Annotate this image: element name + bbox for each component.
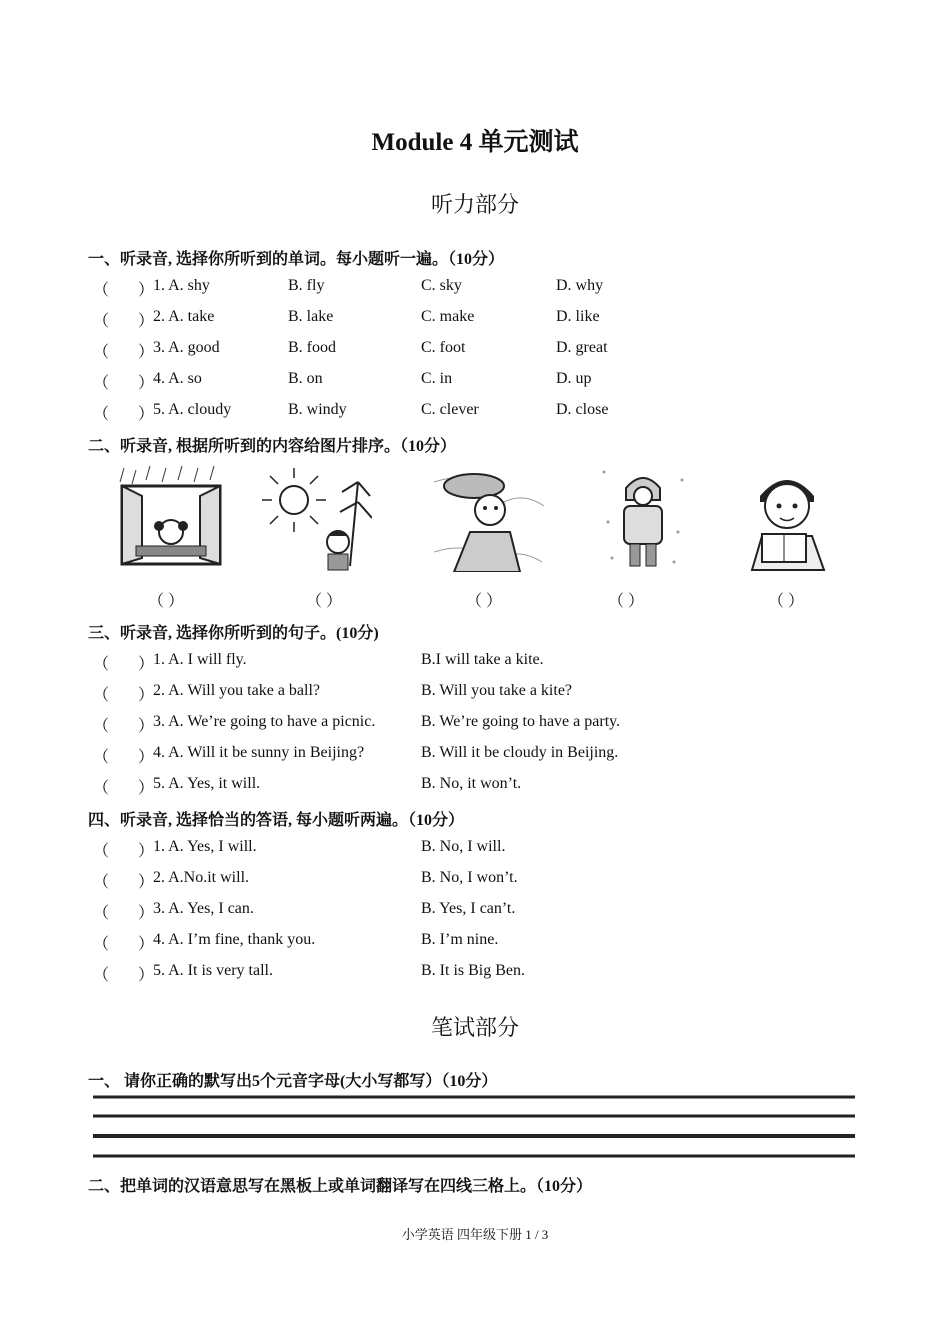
answer-blank-open[interactable]: （ — [93, 874, 110, 891]
writing-section-2-title: 二、把单词的汉语意思写在黑板上或单词翻译写在四线三格上。（10分） — [88, 1178, 593, 1195]
answer-blank-open[interactable]: （ — [93, 967, 110, 984]
option-a: 5. A. cloudy — [153, 401, 232, 418]
option-c: C. sky — [421, 277, 462, 294]
option-d: D. great — [556, 339, 608, 356]
option-b: B. I’m nine. — [421, 931, 499, 948]
page-title: Module 4 单元测试 — [371, 129, 579, 156]
answer-blank-close: ） — [138, 936, 155, 953]
answer-blank-open[interactable]: （ — [93, 406, 110, 423]
answer-blank-open[interactable]: （ — [93, 905, 110, 922]
snow-cold-boy-picture — [588, 462, 698, 572]
option-d: D. why — [556, 277, 604, 294]
answer-blank-close: ） — [138, 656, 155, 673]
option-a: 4. A. so — [153, 370, 202, 387]
section-4-title: 四、听录音, 选择恰当的答语, 每小题听两遍。（10分） — [88, 812, 465, 829]
option-b: B. Will it be cloudy in Beijing. — [421, 744, 619, 761]
answer-blank-close: ） — [138, 375, 155, 392]
writing-part-heading: 笔试部分 — [430, 1015, 519, 1040]
section-2-title: 二、听录音, 根据所听到的内容给图片排序。（10分） — [88, 438, 457, 455]
option-b: B. It is Big Ben. — [421, 962, 526, 979]
answer-blank-open[interactable]: （ — [93, 656, 110, 673]
page-footer: 小学英语 四年级下册 1 / 3 — [401, 1227, 549, 1242]
answer-blank-close: ） — [138, 313, 155, 330]
answer-blank-close: ） — [138, 749, 155, 766]
answer-blank-close: ） — [138, 687, 155, 704]
section-3-title: 三、听录音, 选择你所听到的句子。(10分) — [88, 625, 379, 642]
option-d: D. close — [556, 401, 609, 418]
boy-reading-book-picture — [732, 462, 842, 572]
answer-blank-open[interactable]: （ — [93, 843, 110, 860]
option-c: C. in — [421, 370, 453, 387]
option-a: 1. A. Yes, I will. — [153, 838, 257, 855]
picture-4-answer-blank[interactable]: （ ） — [608, 593, 645, 610]
answer-blank-close: ） — [138, 780, 155, 797]
option-a: 2. A. Will you take a ball? — [153, 682, 321, 699]
answer-blank-close: ） — [138, 843, 155, 860]
option-d: D. up — [556, 370, 592, 387]
option-a: 2. A.No.it will. — [153, 869, 250, 886]
option-a: 1. A. shy — [153, 277, 210, 294]
picture-1-answer-blank[interactable]: （ ） — [148, 593, 185, 610]
option-b: B. fly — [288, 277, 325, 294]
option-b: B. No, it won’t. — [421, 775, 522, 792]
answer-blank-open[interactable]: （ — [93, 375, 110, 392]
option-b: B. We’re going to have a party. — [421, 713, 621, 730]
answer-blank-open[interactable]: （ — [93, 749, 110, 766]
rain-window-girl-picture — [116, 462, 226, 572]
answer-blank-open[interactable]: （ — [93, 780, 110, 797]
answer-blank-close: ） — [138, 905, 155, 922]
answer-blank-close: ） — [138, 344, 155, 361]
answer-blank-close: ） — [138, 718, 155, 735]
option-c: C. foot — [421, 339, 466, 356]
section-1-title: 一、听录音, 选择你所听到的单词。每小题听一遍。（10分） — [88, 251, 505, 268]
option-d: D. like — [556, 308, 600, 325]
picture-5-answer-blank[interactable]: （ ） — [768, 593, 805, 610]
option-b: B.I will take a kite. — [421, 651, 544, 668]
option-a: 2. A. take — [153, 308, 215, 325]
answer-blank-open[interactable]: （ — [93, 313, 110, 330]
answer-blank-open[interactable]: （ — [93, 936, 110, 953]
option-a: 1. A. I will fly. — [153, 651, 247, 668]
answer-blank-open[interactable]: （ — [93, 687, 110, 704]
picture-3-answer-blank[interactable]: （ ） — [466, 593, 503, 610]
option-a: 4. A. I’m fine, thank you. — [153, 931, 316, 948]
option-b: B. food — [288, 339, 336, 356]
option-b: B. lake — [288, 308, 334, 325]
answer-blank-open[interactable]: （ — [93, 344, 110, 361]
option-b: B. No, I will. — [421, 838, 506, 855]
answer-blank-close: ） — [138, 406, 155, 423]
option-a: 4. A. Will it be sunny in Beijing? — [153, 744, 365, 761]
answer-blank-open[interactable]: （ — [93, 282, 110, 299]
option-a: 3. A. Yes, I can. — [153, 900, 254, 917]
answer-blank-open[interactable]: （ — [93, 718, 110, 735]
option-a: 3. A. good — [153, 339, 220, 356]
option-b: B. Will you take a kite? — [421, 682, 573, 699]
option-c: C. clever — [421, 401, 479, 418]
option-b: B. windy — [288, 401, 347, 418]
option-a: 5. A. It is very tall. — [153, 962, 273, 979]
option-a: 3. A. We’re going to have a picnic. — [153, 713, 376, 730]
sunny-hot-boy-picture — [262, 462, 372, 572]
answer-blank-close: ） — [138, 282, 155, 299]
four-line-writing-grid[interactable] — [93, 1094, 855, 1160]
option-b: B. Yes, I can’t. — [421, 900, 516, 917]
listening-part-heading: 听力部分 — [430, 192, 519, 217]
option-c: C. make — [421, 308, 475, 325]
answer-blank-close: ） — [138, 874, 155, 891]
windy-hat-girl-picture — [434, 462, 544, 572]
picture-2-answer-blank[interactable]: （ ） — [306, 593, 343, 610]
option-a: 5. A. Yes, it will. — [153, 775, 261, 792]
option-b: B. on — [288, 370, 323, 387]
option-b: B. No, I won’t. — [421, 869, 518, 886]
writing-section-1-title: 一、 请你正确的默写出5个元音字母(大小写都写）（10分） — [88, 1073, 498, 1090]
answer-blank-close: ） — [138, 967, 155, 984]
